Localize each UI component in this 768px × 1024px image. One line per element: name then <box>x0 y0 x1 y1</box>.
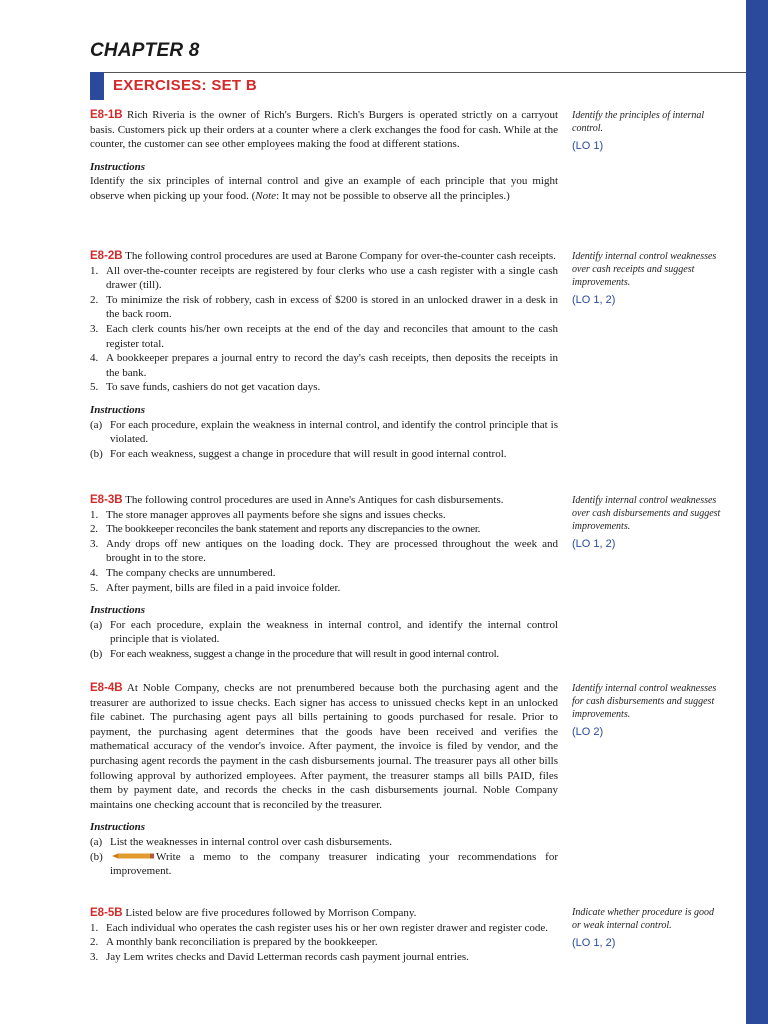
list-item: (b) For each weakness, suggest a change in the procedure that will result in good internal control. <box>90 647 499 660</box>
list-item: 1. The store manager approves all payments before she signs and issues checks. <box>90 508 446 521</box>
pencil-icon <box>112 850 154 865</box>
learning-objective: (LO 1) <box>572 140 604 152</box>
list-item: 1. Each individual who operates the cash register uses his or her own register drawer and register code. <box>90 921 548 934</box>
exercise-code: E8-3B <box>90 494 123 506</box>
margin-note-text: Indicate whether procedure is good or weak internal control. <box>572 907 715 931</box>
list-item: 5. To save funds, cashiers do not get vacation days. <box>90 381 321 394</box>
margin-note-text: Identify the principles of internal control. <box>572 110 705 134</box>
instructions-label: Instructions <box>90 403 146 416</box>
instructions-label: Instructions <box>90 160 146 173</box>
list-item: (a) List the weaknesses in internal control over cash disbursements. <box>90 835 392 848</box>
exercise-text: Listed below are five procedures followed by Morrison Company. <box>125 907 417 919</box>
exercise-intro <box>90 681 558 812</box>
exercise-e8-5b <box>90 906 558 964</box>
exercise-intro <box>90 493 558 508</box>
instructions-label: Instructions <box>90 604 146 617</box>
learning-objective: (LO 1, 2) <box>572 937 616 949</box>
list-item: 1. All over-the-counter receipts are registered by four clerks who use a cash register with a single cash drawer (till). <box>90 264 558 292</box>
margin-note-e8-3b <box>572 494 722 551</box>
exercise-text: At Noble Company, checks are not prenumbered because both the purchasing agent and the treasurer are authorized to issue checks. Each signer has access to unissued checks kept in an unlocked file cabinet. The purchasing agent pays all bills pertaining to goods purchased for resale. Prior to payment, the purchasing agent determines that the goods have been received and verifies the mathematical accuracy of the vendor's invoice. After payment, the invoice is filed by vendor, and the purchasing agent records the payment in the cash disbursements journal. The treasurer pays all other bills following approval by authorized employees. After payment, the treasurer stamps all bills PAID, files them by payment date, and records the checks in the cash disbursements journal. Noble Company maintains one checking account that is reconciled by the treasurer. <box>90 682 558 811</box>
list-item: 4. The company checks are unnumbered. <box>90 566 276 579</box>
procedure-list <box>90 921 558 965</box>
margin-note-text: Identify internal control weaknesses for cash disbursements and suggest improvements. <box>572 683 717 720</box>
list-item: (b) For each weakness, suggest a change in procedure that will result in good internal control. <box>90 447 507 460</box>
margin-note-text: Identify internal control weaknesses over cash receipts and suggest improvements. <box>572 251 717 288</box>
exercise-text: The following control procedures are used at Barone Company for over-the-counter cash receipts. <box>125 250 556 262</box>
list-item: 5. After payment, bills are filed in a paid invoice folder. <box>90 581 341 594</box>
procedure-list <box>90 264 558 395</box>
margin-note-e8-2b <box>572 250 722 307</box>
list-item: 3. Jay Lem writes checks and David Letterman records cash payment journal entries. <box>90 950 469 963</box>
list-item: (a) For each procedure, explain the weakness in internal control, and identify the control principle that is violated. <box>90 418 558 446</box>
margin-note-e8-1b <box>572 109 722 153</box>
exercise-e8-3b <box>90 493 558 662</box>
header-rule <box>90 72 746 73</box>
exercise-code: E8-2B <box>90 250 123 262</box>
instructions-list <box>90 618 558 662</box>
margin-note-e8-5b <box>572 906 722 950</box>
instructions-text: Identify the six principles of internal control and give an example of each principle that you might observe when picking up your food. (Note: It may not be possible to observe all the principles.) <box>90 175 558 202</box>
exercise-code: E8-4B <box>90 682 123 694</box>
instructions-list <box>90 418 558 462</box>
exercise-intro <box>90 249 558 264</box>
instructions-label: Instructions <box>90 821 146 834</box>
learning-objective: (LO 1, 2) <box>572 294 616 306</box>
exercise-code: E8-5B <box>90 907 123 919</box>
exercise-intro <box>90 108 558 152</box>
section-title: EXERCISES: SET B <box>113 77 257 94</box>
chapter-heading: CHAPTER 8 <box>90 40 200 61</box>
list-item: 2. To minimize the risk of robbery, cash in excess of $200 is stored in an unlocked drawer in a desk in the back room. <box>90 293 558 321</box>
list-item: (b) Write a memo to the company treasurer indicating your recommendations for improvement. <box>90 850 558 878</box>
procedure-list <box>90 508 558 596</box>
instructions-list <box>90 835 558 879</box>
list-item: 2. A monthly bank reconciliation is prepared by the bookkeeper. <box>90 936 378 949</box>
learning-objective: (LO 1, 2) <box>572 538 616 550</box>
list-item: 3. Andy drops off new antiques on the loading dock. They are processed throughout the week and brought in to the store. <box>90 537 558 565</box>
exercise-e8-1b <box>90 108 558 204</box>
margin-note-text: Identify internal control weaknesses over cash disbursements and suggest improvements. <box>572 495 721 532</box>
list-item: 2. The bookkeeper reconciles the bank statement and reports any discrepancies to the owner. <box>90 523 481 536</box>
exercise-e8-4b <box>90 681 558 879</box>
page-edge-bar <box>746 0 768 1024</box>
list-item: 4. A bookkeeper prepares a journal entry to record the day's cash receipts, then deposits the receipts in the bank. <box>90 352 558 379</box>
exercise-text: Rich Riveria is the owner of Rich's Burgers. Rich's Burgers is operated strictly on a carryout basis. Customers pick up their orders at a counter where a clerk exchanges the food for cash. While at the counter, the customer can see other employees making the food at different stations. <box>90 109 558 151</box>
section-marker <box>90 72 104 100</box>
learning-objective: (LO 2) <box>572 726 604 738</box>
exercise-intro <box>90 906 558 921</box>
margin-note-e8-4b <box>572 682 722 739</box>
exercise-code: E8-1B <box>90 109 123 121</box>
exercise-e8-2b <box>90 249 558 461</box>
list-item: 3. Each clerk counts his/her own receipts at the end of the day and reconciles that amount to the cash register total. <box>90 322 558 350</box>
exercise-text: The following control procedures are used in Anne's Antiques for cash disbursements. <box>125 494 504 506</box>
list-item: (a) For each procedure, explain the weakness in internal control, and identify the internal control principle that is violated. <box>90 618 558 646</box>
